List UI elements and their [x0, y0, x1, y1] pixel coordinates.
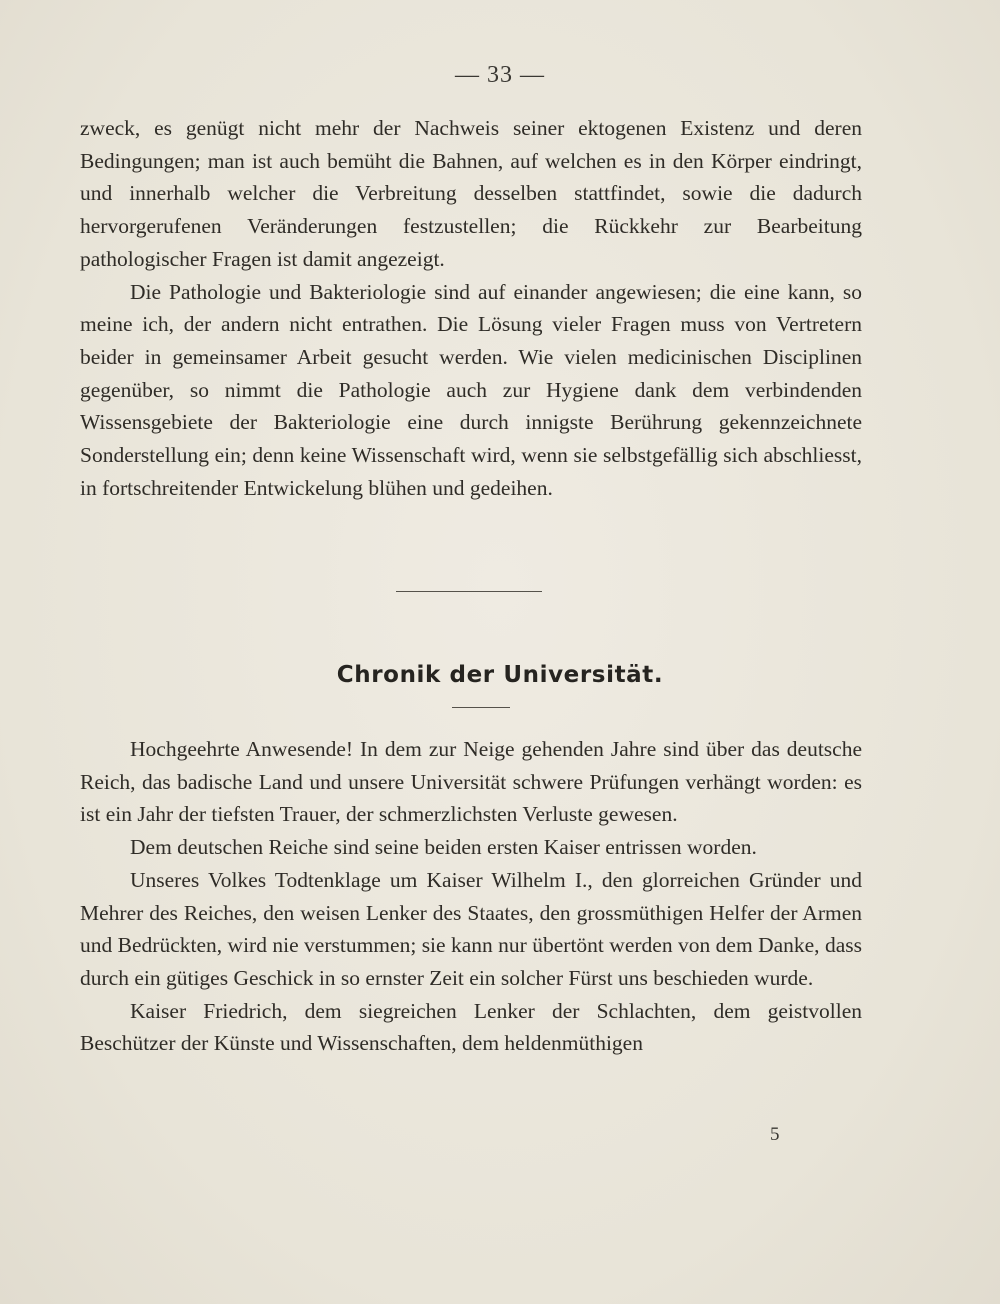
paragraph: Hochgeehrte Anwesende! In dem zur Neige gehenden Jahre sind über das deutsche Reich, das badische Land und unsere Universität schwere Prüfungen verhängt worden: es ist ein Jahr der tiefsten Trauer, der schmerzlichsten Verluste gewesen.	[80, 737, 862, 827]
section-divider	[396, 591, 542, 592]
top-text-block	[80, 112, 862, 504]
signature-mark: 5	[770, 1124, 780, 1145]
paragraph: Kaiser Friedrich, dem siegreichen Lenker der Schlachten, dem geistvollen Beschützer der Künste und Wissenschaften, dem heldenmüthigen	[80, 998, 862, 1056]
page-number: — 33 —	[455, 62, 545, 88]
bottom-text-block	[80, 733, 862, 1060]
paragraph: Die Pathologie und Bakteriologie sind auf einander angewiesen; die eine kann, so meine ich, der andern nicht entrathen. Die Lösung vieler Fragen muss von Vertretern beider in gemeinsamer Arbeit gesucht werden. Wie vielen medicinischen Disciplinen gegenüber, so nimmt die Pathologie auch zur Hygiene dank dem verbindenden Wissensgebiete der Bakteriologie eine durch innigste Berührung gekennzeichnete Sonderstellung ein; denn keine Wissenschaft wird, wenn sie selbstgefällig sich abschliesst, in fortschreitender Entwickelung blühen und gedeihen.	[80, 279, 862, 500]
section-heading: Chronik der Universität.	[336, 662, 664, 688]
heading-rule	[452, 707, 510, 708]
paragraph: Unseres Volkes Todtenklage um Kaiser Wilhelm I., den glorreichen Gründer und Mehrer des Reiches, den weisen Lenker des Staates, den grossmüthigen Helfer der Armen und Bedrückten, wird nie verstummen; sie kann nur übertönt werden von dem Danke, dass durch ein gütiges Geschick in so ernster Zeit ein solcher Fürst uns beschieden wurde.	[80, 867, 862, 990]
paragraph: Dem deutschen Reiche sind seine beiden ersten Kaiser entrissen worden.	[130, 835, 757, 860]
paragraph: zweck, es genügt nicht mehr der Nachweis seiner ektogenen Existenz und deren Bedingungen; man ist auch bemüht die Bahnen, auf welchen es in den Körper eindringt, und innerhalb welcher die Verbreitung desselben stattfindet, sowie die dadurch hervorgerufenen Veränderungen festzustellen; die Rückkehr zur Bearbeitung pathologischer Fragen ist damit angezeigt.	[80, 116, 862, 271]
